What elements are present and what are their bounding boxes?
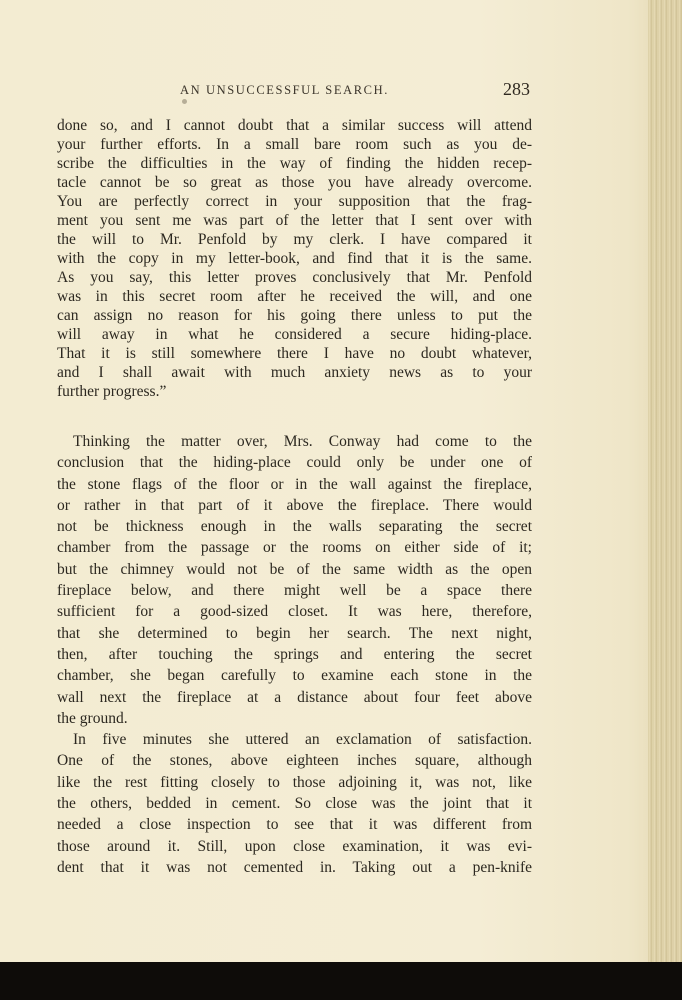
- text-line: the stone flags of the floor or in the wall against the fireplace,: [57, 475, 532, 493]
- text-line: can assign no reason for his going there unless to put the: [57, 307, 532, 324]
- body-text: [57, 116, 532, 878]
- text-line: then, after touching the springs and entering the secret: [57, 645, 532, 663]
- text-line: and I shall await with much anxiety news as to your: [57, 364, 532, 381]
- text-line: One of the stones, above eighteen inches square, although: [57, 752, 532, 770]
- text-line: Thinking the matter over, Mrs. Conway had come to the: [73, 433, 532, 450]
- text-line: those around it. Still, upon close examination, it was evi-: [57, 837, 532, 855]
- text-line: will away in what he considered a secure hiding-place.: [57, 326, 532, 343]
- text-line: As you say, this letter proves conclusively that Mr. Penfold: [57, 269, 532, 286]
- text-line: the ground.: [57, 709, 128, 727]
- text-line: with the copy in my letter-book, and find that it is the same.: [57, 250, 532, 267]
- text-line: was in this secret room after he received the will, and one: [57, 288, 532, 305]
- text-line: ment you sent me was part of the letter that I sent over with: [57, 212, 532, 229]
- text-line: further progress.”: [57, 383, 167, 400]
- text-line: like the rest fitting closely to those adjoining it, was not, like: [57, 773, 532, 791]
- paragraph-3: [57, 729, 532, 878]
- paragraph-1: [57, 116, 532, 401]
- paragraph-2: [57, 431, 532, 729]
- text-line: your further efforts. In a small bare room such as you de-: [57, 136, 532, 153]
- text-line: that she determined to begin her search. The next night,: [57, 624, 532, 642]
- text-line: fireplace below, and there might well be a space there: [57, 582, 532, 600]
- text-line: needed a close inspection to see that it was different from: [57, 816, 532, 834]
- text-line: conclusion that the hiding-place could only be under one of: [57, 454, 532, 472]
- scan-bottom-border: [0, 962, 682, 1000]
- text-line: the others, bedded in cement. So close was the joint that it: [57, 795, 532, 813]
- text-line: You are perfectly correct in your supposition that the frag-: [57, 193, 532, 210]
- text-line: or rather in that part of it above the fireplace. There would: [57, 496, 532, 514]
- running-title: AN UNSUCCESSFUL SEARCH.: [180, 83, 389, 97]
- text-line: not be thickness enough in the walls separating the secret: [57, 518, 532, 536]
- text-line: tacle cannot be so great as those you have already overcome.: [57, 174, 532, 191]
- text-line: In five minutes she uttered an exclamation of satisfaction.: [73, 731, 532, 749]
- page-edge: [648, 0, 682, 962]
- text-line: chamber from the passage or the rooms on either side of it;: [57, 539, 532, 557]
- text-line: That it is still somewhere there I have no doubt whatever,: [57, 345, 532, 362]
- text-line: done so, and I cannot doubt that a similar success will attend: [57, 117, 532, 134]
- text-line: scribe the difficulties in the way of finding the hidden recep-: [57, 155, 532, 172]
- text-line: dent that it was not cemented in. Taking out a pen-knife: [57, 858, 532, 876]
- text-line: chamber, she began carefully to examine each stone in the: [57, 667, 532, 685]
- text-line: wall next the fireplace at a distance about four feet above: [57, 688, 532, 706]
- text-line: but the chimney would not be of the same width as the open: [57, 560, 532, 578]
- running-head: [0, 79, 682, 103]
- text-line: sufficient for a good-sized closet. It was here, therefore,: [57, 603, 532, 621]
- page-number: 283: [503, 79, 530, 99]
- text-line: the will to Mr. Penfold by my clerk. I have compared it: [57, 231, 532, 248]
